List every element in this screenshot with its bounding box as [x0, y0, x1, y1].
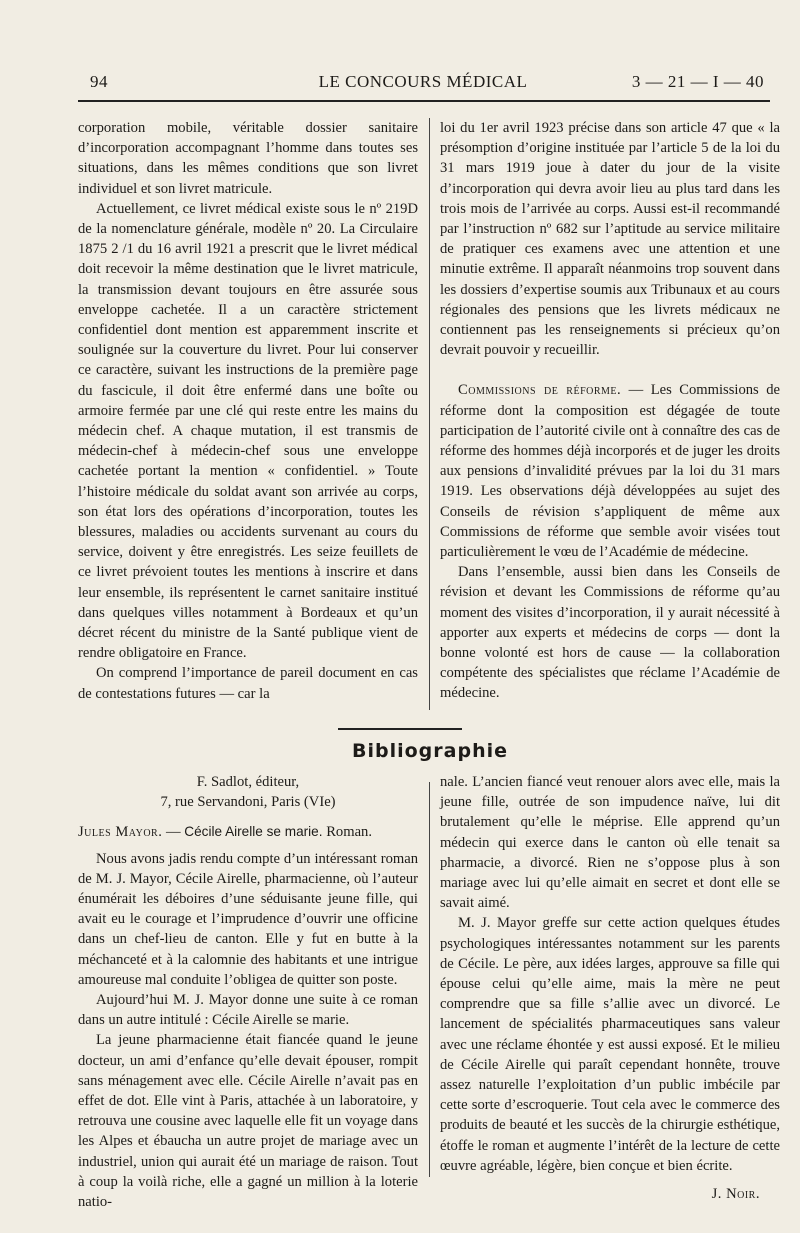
book-author: Jules Mayor.: [78, 824, 163, 841]
issue-date: 3 — 21 — I — 40: [631, 72, 764, 91]
commissions-text: — Les Commissions de réforme dont la composition est dégagée de toute participation de l’autorité civile ont à connaître des cas de réforme des hommes déjà incorporés et de juger les droits aux pensions d’invalidité prévues par la loi du 31 mars 1919. Les observations déjà développées au sujet des Conseils de révision s’appliquent de même aux Commissions de réforme que semble avoir visées tout particulièrement le vœu de l’Académie de médecine.: [440, 382, 780, 561]
page-header: [78, 72, 768, 96]
article-paragraph: On comprend l’importance de pareil document en cas de contestations futures — car la: [78, 665, 418, 702]
commissions-heading: Commissions de réforme.: [458, 382, 622, 399]
section-separator: [338, 728, 462, 730]
review-paragraph: Nous avons jadis rendu compte d’un intéressant roman de M. J. Mayor, Cécile Airelle, pharmacienne, où l’auteur énumérait les déboires d’une séduisante jeune fille, qui avait eu le courage et l’imprudence d’ouvrir une officine dans un chef-lieu de canton. Elle y fut en butte à la méchanceté et à la calomnie des habitants et une intrigue amoureuse mal conduite l’obligea de quitter son poste.: [78, 850, 418, 988]
review-paragraph: La jeune pharmacienne était fiancée quand le jeune docteur, un ami d’enfance qu’elle devait épouser, rompit sans ménagement avec elle. Cécile Airelle n’avait pas en effet de dot. Elle vint à Paris, attachée à un laboratoire, y retrouva une cousine avec laquelle elle fit un voyage dans les Alpes et ébaucha un autre projet de mariage avec un industriel, union qui aurait été un mariage de raison. Tout à coup la voilà riche, elle a gagné un million à la loterie natio-: [78, 1032, 418, 1211]
publisher-name: F. Sadlot, éditeur,: [196, 774, 300, 790]
journal-title: LE CONCOURS MÉDICAL: [318, 72, 528, 91]
bibliography-left-column: [78, 772, 418, 1212]
review-paragraph: Aujourd’hui M. J. Mayor donne une suite à ce roman dans un autre intitulé : Cécile Airelle se marie.: [78, 992, 418, 1029]
bibliography-title: Bibliographie: [352, 740, 508, 762]
article-paragraph: Actuellement, ce livret médical existe sous le nº 219D de la nomenclature générale, modèle nº 20. La Circulaire 1875 2 /1 du 16 avril 1921 a prescrit que le livret médical doit recevoir la même destination que le livret matricule, la transmission devant toujours en être assurée sous enveloppe cachetée. Il a un caractère strictement confidentiel dont mention est apparemment inscrite et soulignée sur la couverture du livret. Pour lui conserver ce caractère, suivant les instructions de la première page du fascicule, il doit être enfermé dans une boîte ou armoire fermée par une clé qui reste entre les mains du médecin chef. A chaque mutation, il est transmis de médecin-chef à médecin-chef sous une enveloppe cachetée portant la mention « confidentiel. » Toute l’histoire médicale du soldat avant son arrivée au corps, son état lors des opérations d’incorporation, toutes les blessures, maladies ou accidents survenant au cours du service, doivent y être enregistrés. Les seize feuillets de ce livret prévoient toutes les mentions à inscrire et dans leur ensemble, ils représentent le carnet sanitaire institué dans quelques villes notamment à Bordeaux et qu’un décret récent du ministre de la Santé publique vient de rendre obligatoire en France.: [78, 200, 418, 662]
article-right-column: [440, 118, 780, 704]
article-paragraph: corporation mobile, véritable dossier sanitaire d’incorporation accompagnant l’homme dans toutes ses situations, dans les mêmes conditions que son livret individuel et son livret matricule.: [78, 120, 418, 197]
review-paragraph: M. J. Mayor greffe sur cette action quelques études psychologiques intéressantes notamment sur les parents de Cécile. Le père, aux idées larges, approuve sa fille qui épouse celui qu’elle aime, mais la mère ne peut comprendre que sa fille s’allie avec un divorcé. Le lancement de spécialités pharmaceutiques sans valeur avec une réclame éhontée y est aussi exposé. Et le milieu de Cécile Airelle qui paraît cependant honnête, trouve assez naturelle l’exploitation d’un public imbécile par cette sorte d’escroquerie. Tout cela avec le commerce des produits de beauté et les succès de la chirurgie esthétique, étoffe le roman et augmente l’intérêt de la lecture de cette œuvre agréable, légère, bien conçue et bien écrite.: [440, 915, 780, 1174]
review-paragraph: nale. L’ancien fiancé veut renouer alors avec elle, mais la jeune fille, outrée de son impudence naïve, lui dit brutalement qu’elle le méprise. Elle apprend qu’un médecin qui exerce dans le canton où elle tenait sa pharmacie, a divorcé. Rien ne s’oppose plus à son mariage avec lui qu’elle aimait en secret et dont elle se savait aimé.: [440, 774, 780, 912]
publisher-address: 7, rue Servandoni, Paris (VIe): [160, 794, 336, 811]
header-rule: [78, 100, 770, 102]
book-reference: Jules Mayor. — Cécile Airelle se marie. Roman.: [78, 824, 372, 841]
page-number: 94: [90, 72, 108, 91]
bibliography-right-column: [440, 772, 780, 1204]
review-signature: J. Noir.: [711, 1186, 760, 1203]
article-left-column: [78, 118, 418, 704]
article-paragraph: loi du 1er avril 1923 précise dans son article 47 que « la présomption d’origine instituée par l’article 5 de la loi du 31 mars 1919 joue à dater du jour de la visite d’incorporation qui devra avoir lieu au plus tard dans les trois mois de l’arrivée au corps. Aussi est-il recommandé par l’instruction nº 682 sur l’aptitude au service militaire de pratiquer ces examens avec une attention et une minutie extrême. Il apparaît néanmoins trop souvent dans les dossiers d’expertise soumis aux Tribunaux et au cours régionales des pensions que les livrets médicaux ne contiennent pas les renseignements si précieux qu’on devrait pouvoir y recueillir.: [440, 120, 780, 359]
commissions-paragraph: [440, 380, 780, 562]
conclusion-paragraph: Dans l’ensemble, aussi bien dans les Conseils de révision et devant les Commissions de réforme qu’au moment des visites d’incorporation, il y aurait nécessité à apporter aux experts et médecins de corps — dont la bonne volonté est hors de cause — la collaboration compétente des spécialistes que réclame l’Académie de médecine.: [440, 564, 780, 702]
bibliography-column-divider: [429, 782, 430, 1177]
book-title: Cécile Airelle se marie.: [184, 824, 323, 840]
book-genre: Roman.: [326, 824, 372, 841]
column-divider: [429, 118, 430, 710]
